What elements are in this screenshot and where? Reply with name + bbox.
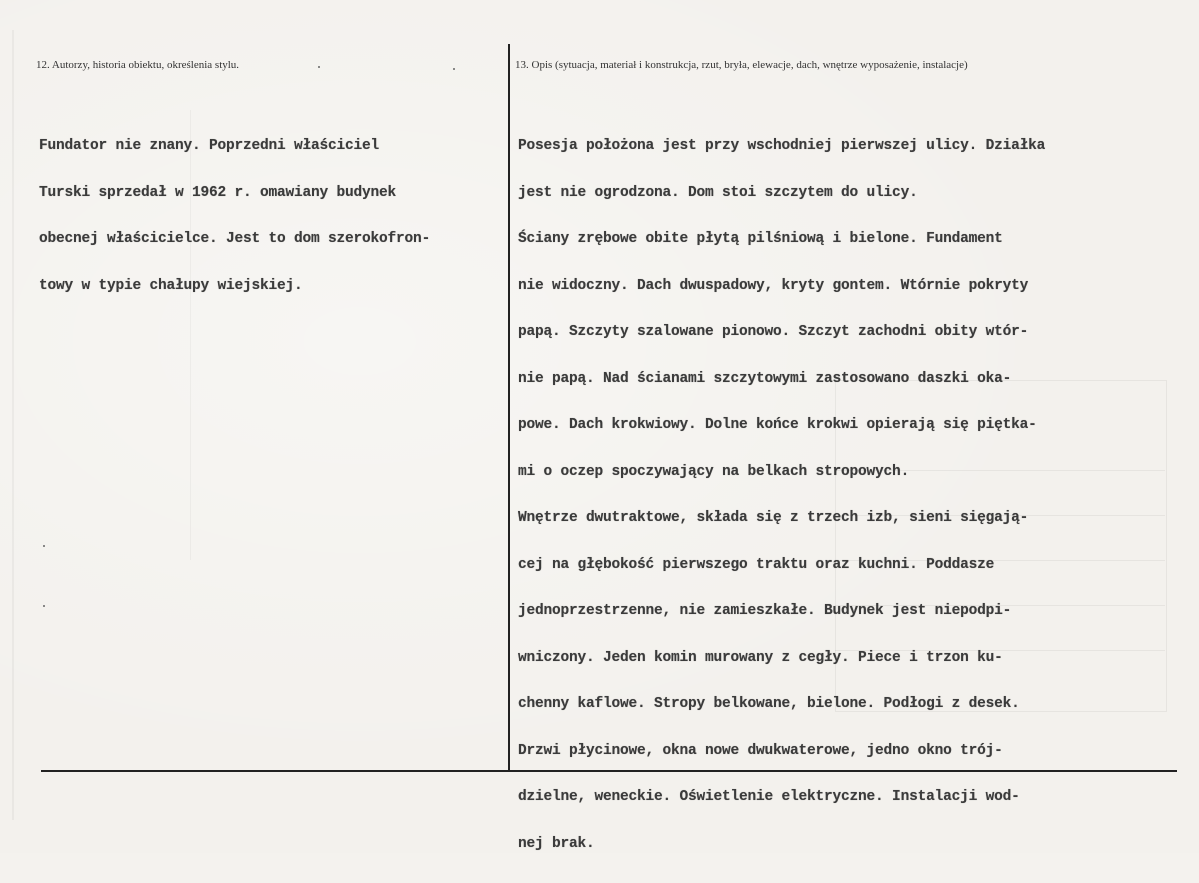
typed-line: wniczony. Jeden komin murowany z cegły. Piece i trzon ku- [518,649,1003,666]
typed-line: towy w typie chałupy wiejskiej. [39,277,303,294]
typed-line: chenny kaflowe. Stropy belkowane, bielone. Podłogi z desek. [518,696,1020,712]
paper-edge-shadow [12,30,14,820]
typed-line: nie papą. Nad ścianami szczytowymi zastosowano daszki oka- [518,370,1012,387]
typed-line: jest nie ogrodzona. Dom stoi szczytem do ulicy. [518,184,918,201]
typed-line: jednoprzestrzenne, nie zamieszkałe. Budynek jest niepodpi- [518,603,1012,619]
typed-line: Posesja położona jest przy wschodniej pierwszej ulicy. Działka [518,138,1046,154]
typed-line: powe. Dach krokwiowy. Dolne końce krokwi opierają się piętka- [518,417,1037,433]
section-12-typed-text [39,108,430,325]
typed-line: Fundator nie znany. Poprzedni właściciel [39,138,380,154]
typed-line: Drzwi płycinowe, okna nowe dwukwaterowe, jedno okno trój- [518,742,1003,759]
paper-speck [318,66,320,68]
typed-line: Wnętrze dwutraktowe, składa się z trzech izb, sieni sięgają- [518,510,1029,526]
paper-speck [43,545,45,547]
typed-line: dzielne, weneckie. Oświetlenie elektryczne. Instalacji wod- [518,789,1020,805]
typed-line: mi o oczep spoczywający na belkach stropowych. [518,463,910,480]
typed-line: papą. Szczyty szalowane pionowo. Szczyt zachodni obity wtór- [518,324,1029,340]
typed-line: cej na głębokość pierwszego traktu oraz kuchni. Poddasze [518,556,995,573]
paper-speck [43,605,45,607]
column-divider [508,44,510,771]
typed-line: obecnej właścicielce. Jest to dom szerokofron- [39,231,431,247]
section-12-header: 12. Autorzy, historia obiektu, określenia stylu. [36,59,240,71]
typed-line: nie widoczny. Dach dwuspadowy, kryty gontem. Wtórnie pokryty [518,277,1029,294]
typed-line: Ściany zrębowe obite płytą pilśniową i bielone. Fundament [518,231,1003,247]
typed-line: Turski sprzedał w 1962 r. omawiany budynek [39,184,397,201]
section-13-header: 13. Opis (sytuacja, materiał i konstrukcja, rzut, bryła, elewacje, dach, wnętrze wyposażenie, instalacje) [515,59,968,71]
paper-speck [453,68,455,70]
section-13-typed-text [518,108,1045,883]
typed-line: nej brak. [518,835,595,852]
